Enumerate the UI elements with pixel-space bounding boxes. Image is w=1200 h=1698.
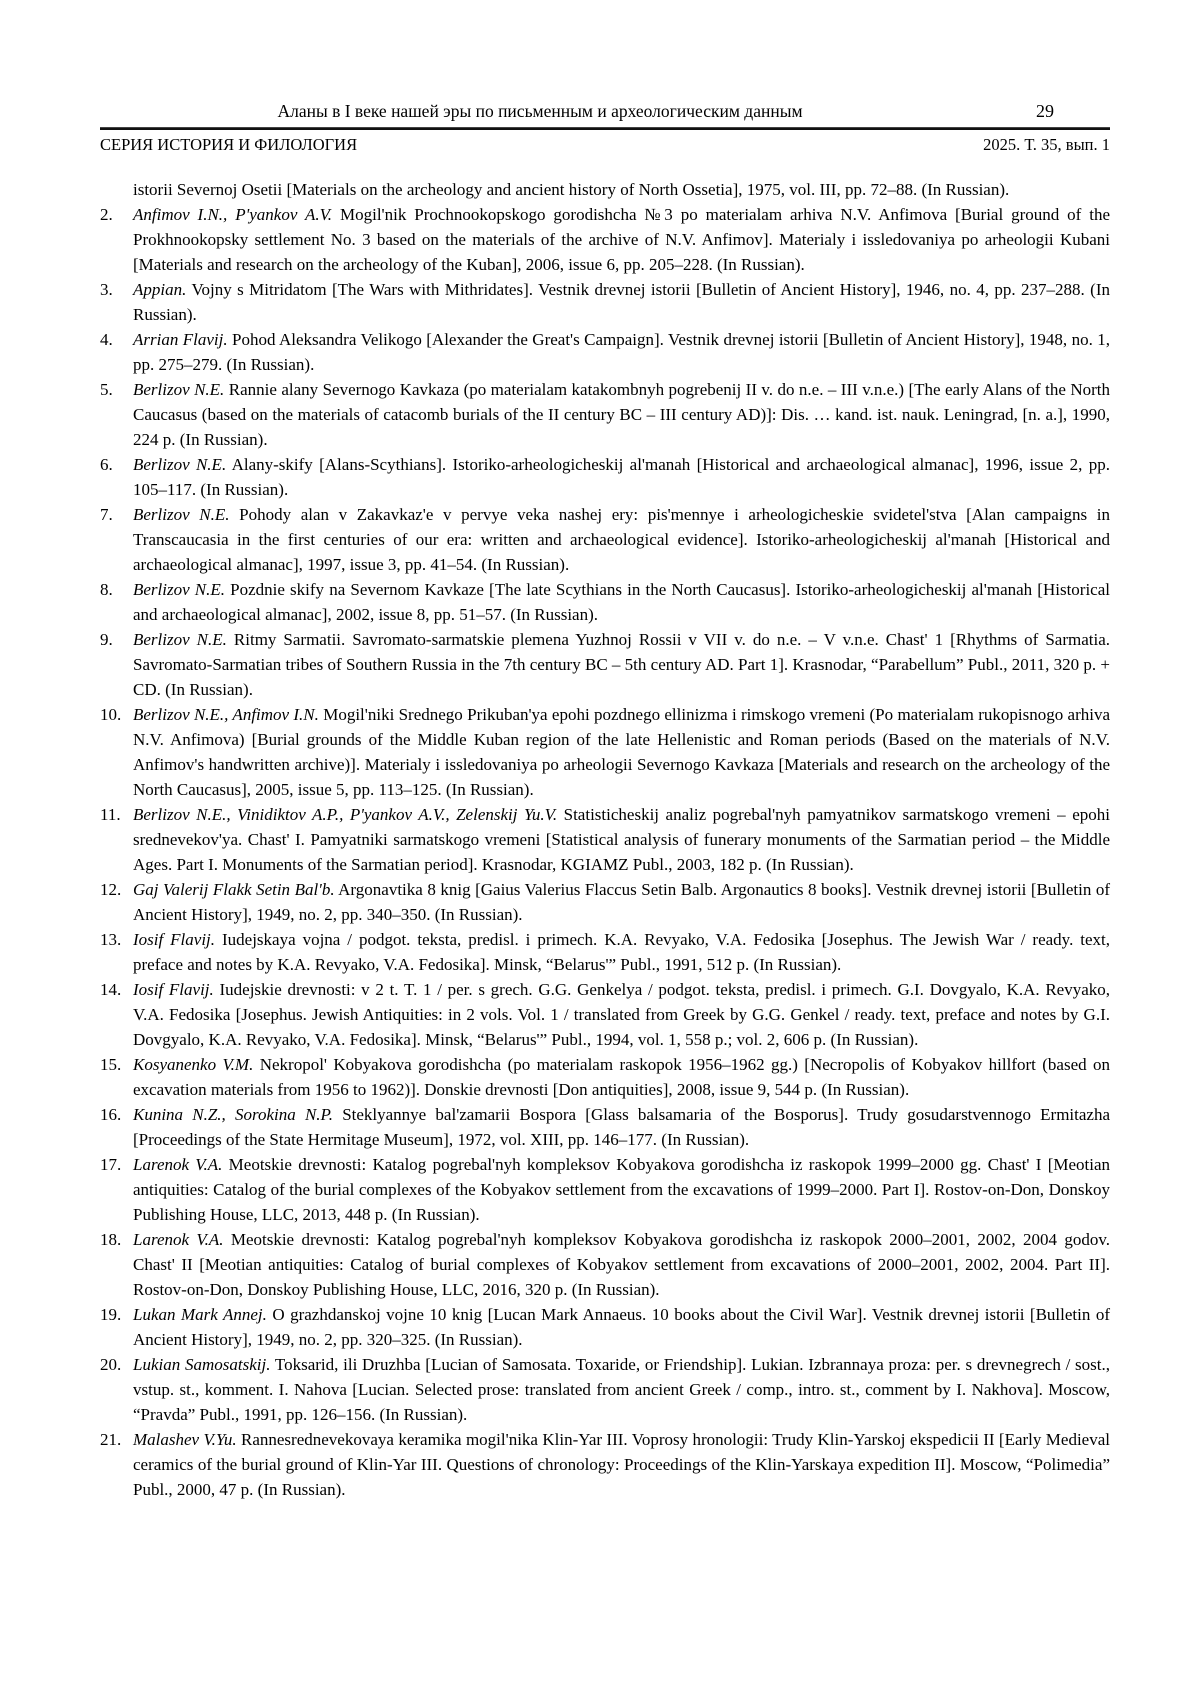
reference-author: Berlizov N.E., Anfimov I.N. <box>133 705 319 724</box>
running-header-row <box>100 100 1110 127</box>
reference-item <box>100 377 1110 452</box>
series-title: СЕРИЯ ИСТОРИЯ И ФИЛОЛОГИЯ <box>100 135 358 154</box>
reference-item <box>100 877 1110 927</box>
reference-text: Steklyannye bal'zamarii Bospora [Glass balsamaria of the Bosporus]. Trudy gosudarstvennogo Ermitazha [Proceedings of the State Hermitage Museum], 1972, vol. XIII, pp. 146–177. (In Russian). <box>133 1105 1110 1149</box>
page-header <box>100 100 1110 156</box>
reference-author: Anfimov I.N., P'yankov A.V. <box>133 205 333 224</box>
reference-number: 20. <box>100 1355 122 1374</box>
reference-author: Arrian Flavij. <box>133 330 228 349</box>
reference-text: istorii Severnoj Osetii [Materials on the archeology and ancient history of North Ossetia], 1975, vol. III, pp. 72–88. (In Russian). <box>133 180 1010 199</box>
reference-author: Berlizov N.E. <box>133 630 227 649</box>
reference-number: 21. <box>100 1430 122 1449</box>
reference-number: 17. <box>100 1155 122 1174</box>
reference-item <box>100 177 1110 202</box>
running-title: Аланы в I веке нашей эры по письменным и археологическим данным <box>277 101 803 121</box>
page-number: 29 <box>1036 101 1054 121</box>
reference-text: Ritmy Sarmatii. Savromato-sarmatskie plemena Yuzhnoj Rossii v VII v. do n.e. – V v.n.e. Chast' 1 [Rhythms of Sarmatia. Savromato-Sarmatian tribes of Southern Russia in the 7th century BC – 5th century AD. Part 1]. Krasnodar, “Parabellum” Publ., 2011, 320 p. + CD. (In Russian). <box>133 630 1110 699</box>
document-page <box>100 0 1110 1502</box>
reference-number: 3. <box>100 280 113 299</box>
reference-item <box>100 277 1110 327</box>
reference-item <box>100 1302 1110 1352</box>
reference-text: Mogil'niki Srednego Prikuban'ya epohi pozdnego ellinizma i rimskogo vremeni (Po materialam rukopisnogo arhiva N.V. Anfimova) [Burial grounds of the Middle Kuban region of the late Hellenistic and Roman periods (Based on the materials of N.V. Anfimov's handwritten archive)]. Materialy i issledovaniya po arheologii Severnogo Kavkaza [Materials and research on the archeology of the North Caucasus], 2005, issue 5, pp. 113–125. (In Russian). <box>133 705 1110 799</box>
reference-author: Berlizov N.E. <box>133 455 227 474</box>
reference-author: Kosyanenko V.M. <box>133 1055 254 1074</box>
reference-text: Pohody alan v Zakavkaz'e v pervye veka nashej ery: pis'mennye i arheologicheskie svidetel'stva [Alan campaigns in Transcaucasia in the first centuries of our era: written and archaeological evidence]. Istoriko-arheologicheskij al'manah [Historical and archaeological almanac], 1997, issue 3, pp. 41–54. (In Russian). <box>133 505 1111 574</box>
reference-author: Lukian Samosatskij. <box>133 1355 271 1374</box>
reference-number: 12. <box>100 880 122 899</box>
reference-author: Iosif Flavij. <box>133 980 214 999</box>
reference-number: 16. <box>100 1105 122 1124</box>
reference-item <box>100 502 1110 577</box>
reference-number: 8. <box>100 580 113 599</box>
reference-text: Meotskie drevnosti: Katalog pogrebal'nyh kompleksov Kobyakova gorodishcha iz raskopok 2000–2001, 2002, 2004 godov. Chast' II [Meotian antiquities: Catalog of burial complexes of Kobyakov settlement from excavations of 2000–2001, 2002, 2004. Part II]. Rostov-on-Don, Donskoy Publishing House, LLC, 2016, 320 p. (In Russian). <box>133 1230 1111 1299</box>
reference-number: 9. <box>100 630 113 649</box>
reference-author: Berlizov N.E. <box>133 505 230 524</box>
reference-number: 13. <box>100 930 122 949</box>
reference-number: 14. <box>100 980 122 999</box>
reference-number: 19. <box>100 1305 122 1324</box>
reference-text: Meotskie drevnosti: Katalog pogrebal'nyh kompleksov Kobyakova gorodishcha iz raskopok 1999–2000 gg. Chast' I [Meotian antiquities: Catalog of the burial complexes of the Kobyakov settlement from the excavations of 1999–2000. Part I]. Rostov-on-Don, Donskoy Publishing House, LLC, 2013, 448 p. (In Russian). <box>133 1155 1111 1224</box>
series-row <box>100 130 1110 156</box>
reference-text: Alany-skify [Alans-Scythians]. Istoriko-arheologicheskij al'manah [Historical and archaeological almanac], 1996, issue 2, pp. 105–117. (In Russian). <box>133 455 1110 499</box>
reference-item <box>100 1427 1110 1502</box>
reference-item <box>100 1352 1110 1427</box>
reference-text: Argonavtika 8 knig [Gaius Valerius Flaccus Setin Balb. Argonautics 8 books]. Vestnik drevnej istorii [Bulletin of Ancient History], 1949, no. 2, pp. 340–350. (In Russian). <box>133 880 1111 924</box>
reference-text: Rannesrednevekovaya keramika mogil'nika Klin-Yar III. Voprosy hronologii: Trudy Klin-Yarskoj ekspedicii II [Early Medieval ceramics of the burial ground of Klin-Yar III. Questions of chronology: Proceedings of the Klin-Yarskaya expedition II]. Moscow, “Polimedia” Publ., 2000, 47 p. (In Russian). <box>133 1430 1111 1499</box>
reference-text: Pohod Aleksandra Velikogo [Alexander the Great's Campaign]. Vestnik drevnej istorii [Bulletin of Ancient History], 1948, no. 1, pp. 275–279. (In Russian). <box>133 330 1110 374</box>
reference-number: 15. <box>100 1055 122 1074</box>
reference-author: Kunina N.Z., Sorokina N.P. <box>133 1105 333 1124</box>
reference-text: Rannie alany Severnogo Kavkaza (po materialam katakombnyh pogrebenij II v. do n.e. – III v.n.e.) [The early Alans of the North Caucasus (based on the materials of catacomb burials of the II century BC – III century AD)]: Dis. … kand. ist. nauk. Leningrad, [n. a.], 1990, 224 p. (In Russian). <box>133 380 1111 449</box>
reference-item <box>100 802 1110 877</box>
reference-item <box>100 1102 1110 1152</box>
reference-author: Appian. <box>133 280 187 299</box>
reference-text: Pozdnie skify na Severnom Kavkaze [The late Scythians in the North Caucasus]. Istoriko-arheologicheskij al'manah [Historical and archaeological almanac], 2002, issue 8, pp. 51–57. (In Russian). <box>133 580 1110 624</box>
reference-number: 7. <box>100 505 113 524</box>
reference-author: Larenok V.A. <box>133 1230 224 1249</box>
reference-author: Berlizov N.E., Vinidiktov A.P., P'yankov A.V., Zelenskij Yu.V. <box>133 805 558 824</box>
reference-item <box>100 452 1110 502</box>
reference-list <box>100 177 1110 1502</box>
reference-item <box>100 327 1110 377</box>
reference-item <box>100 977 1110 1052</box>
reference-item <box>100 627 1110 702</box>
reference-item <box>100 1152 1110 1227</box>
reference-text: Statisticheskij analiz pogrebal'nyh pamyatnikov sarmatskogo vremeni – epohi srednevekov'ya. Chast' I. Pamyatniki sarmatskogo vremeni [Statistical analysis of funerary monuments of the Sarmatian period – the Middle Ages. Part I. Monuments of the Sarmatian period]. Krasnodar, KGIAMZ Publ., 2003, 182 p. (In Russian). <box>133 805 1110 874</box>
reference-item <box>100 927 1110 977</box>
volume-issue-info: 2025. Т. 35, вып. 1 <box>983 135 1110 154</box>
reference-item <box>100 1052 1110 1102</box>
reference-number: 2. <box>100 205 113 224</box>
reference-number: 4. <box>100 330 113 349</box>
reference-item <box>100 702 1110 802</box>
reference-number: 18. <box>100 1230 122 1249</box>
reference-author: Berlizov N.E. <box>133 380 225 399</box>
reference-author: Iosif Flavij. <box>133 930 216 949</box>
reference-text: Iudejskaya vojna / podgot. teksta, predisl. i primech. K.A. Revyako, V.A. Fedosika [Josephus. The Jewish War / ready. text, preface and notes by K.A. Revyako, V.A. Fedosika]. Minsk, “Belarus'” Publ., 1991, 512 p. (In Russian). <box>133 930 1111 974</box>
reference-author: Malashev V.Yu. <box>133 1430 237 1449</box>
reference-text: Iudejskie drevnosti: v 2 t. T. 1 / per. s grech. G.G. Genkelya / podgot. teksta, predisl. i primech. G.I. Dovgyalo, K.A. Revyako, V.A. Fedosika [Josephus. Jewish Antiquities: in 2 vols. Vol. 1 / translated from Greek by G.G. Genkel / ready. text, preface and notes by G.I. Dovgyalo, K.A. Revyako, V.A. Fedosika]. Minsk, “Belarus'” Publ., 1994, vol. 1, 558 p.; vol. 2, 606 p. (In Russian). <box>133 980 1111 1049</box>
reference-author: Lukan Mark Annej. <box>133 1305 267 1324</box>
reference-author: Larenok V.A. <box>133 1155 223 1174</box>
reference-number: 6. <box>100 455 113 474</box>
reference-text: Mogil'nik Prochnookopskogo gorodishcha №3 po materialam arhiva N.V. Anfimova [Burial ground of the Prokhnookopsky settlement No. 3 based on the materials of the archive of N.V. Anfimov]. Materialy i issledovaniya po arheologii Kubani [Materials and research on the archeology of the Kuban], 2006, issue 6, pp. 205–228. (In Russian). <box>133 205 1111 274</box>
reference-number: 11. <box>100 805 121 824</box>
reference-number: 10. <box>100 705 122 724</box>
reference-text: Toksarid, ili Druzhba [Lucian of Samosata. Toxaride, or Friendship]. Lukian. Izbrannaya proza: per. s drevnegrech / sost., vstup. st., komment. I. Nahova [Lucian. Selected prose: translated from ancient Greek / comp., intro. st., comment by I. Nakhova]. Moscow, “Pravda” Publ., 1991, pp. 126–156. (In Russian). <box>133 1355 1110 1424</box>
reference-number: 5. <box>100 380 113 399</box>
reference-author: Gaj Valerij Flakk Setin Bal'b. <box>133 880 335 899</box>
reference-item <box>100 577 1110 627</box>
reference-text: Vojny s Mitridatom [The Wars with Mithridates]. Vestnik drevnej istorii [Bulletin of Ancient History], 1946, no. 4, pp. 237–288. (In Russian). <box>133 280 1110 324</box>
reference-text: O grazhdanskoj vojne 10 knig [Lucan Mark Annaeus. 10 books about the Civil War]. Vestnik drevnej istorii [Bulletin of Ancient History], 1949, no. 2, pp. 320–325. (In Russian). <box>133 1305 1110 1349</box>
reference-author: Berlizov N.E. <box>133 580 226 599</box>
reference-item <box>100 202 1110 277</box>
reference-text: Nekropol' Kobyakova gorodishcha (po materialam raskopok 1956–1962 gg.) [Necropolis of Kobyakov hillfort (based on excavation materials from 1956 to 1962)]. Donskie drevnosti [Don antiquities], 2008, issue 9, 544 p. (In Russian). <box>133 1055 1111 1099</box>
reference-item <box>100 1227 1110 1302</box>
